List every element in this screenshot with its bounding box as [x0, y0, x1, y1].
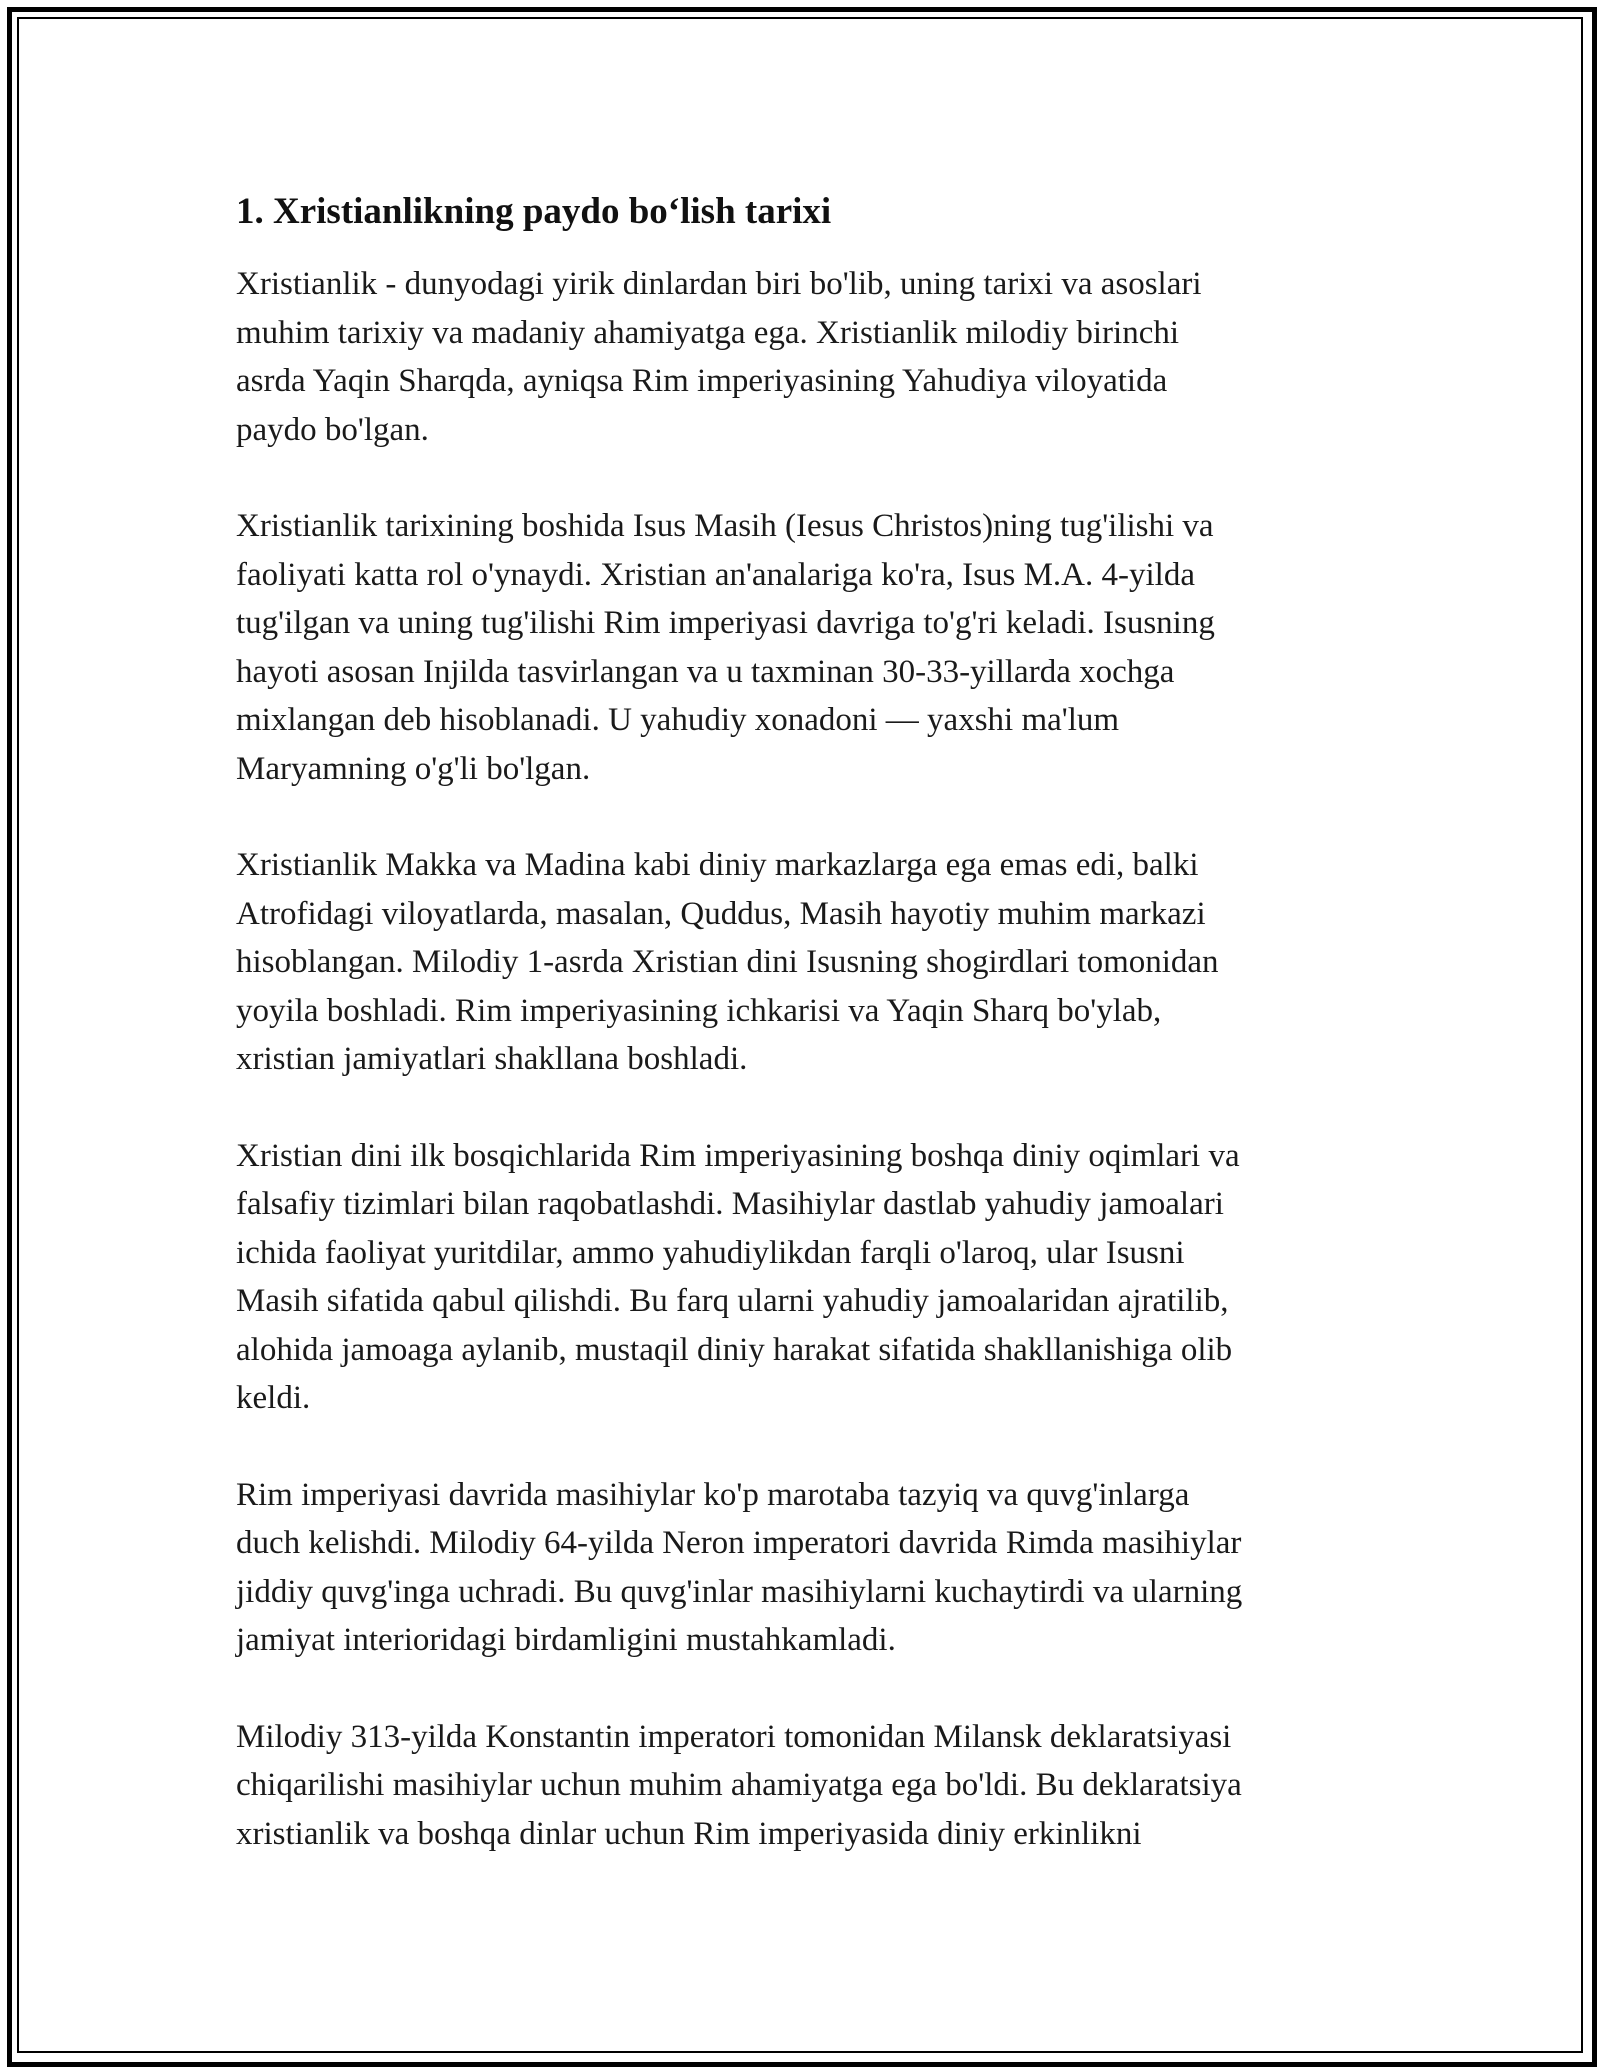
paragraph-3 — [236, 841, 1376, 1084]
paragraph-line: Milodiy 313-yilda Konstantin imperatori tomonidan Milansk deklaratsiyasi — [236, 1718, 1232, 1755]
paragraph-line: xristian jamiyatlari shakllana boshladi. — [236, 1041, 748, 1077]
paragraph-line: hayoti asosan Injilda tasvirlangan va u taxminan 30-33-yillarda xochga — [236, 653, 1175, 690]
paragraph-line: keldi. — [236, 1380, 311, 1416]
paragraph-line: muhim tarixiy va madaniy ahamiyatga ega. Xristianlik milodiy birinchi — [236, 314, 1180, 351]
paragraph-line: asrda Yaqin Sharqda, ayniqsa Rim imperiyasining Yahudiya viloyatida — [236, 363, 1168, 399]
paragraph-line: yoyila boshladi. Rim imperiyasining ichkarisi va Yaqin Sharq bo'ylab, — [236, 992, 1162, 1029]
paragraph-line: Rim imperiyasi davrida masihiylar ko'p marotaba tazyiq va quvg'inlarga — [236, 1476, 1190, 1513]
paragraph-line: paydo bo'lgan. — [236, 411, 429, 448]
paragraph-line: Xristianlik - dunyodagi yirik dinlardan biri bo'lib, uning tarixi va asoslari — [236, 266, 1202, 302]
paragraph-line: Xristianlik Makka va Madina kabi diniy markazlarga ega emas edi, balki — [236, 847, 1199, 883]
paragraph-line: Xristian dini ilk bosqichlarida Rim imperiyasining boshqa diniy oqimlari va — [236, 1137, 1240, 1174]
paragraph-line: Maryamning o'g'li bo'lgan. — [236, 750, 591, 787]
paragraph-line: Xristianlik tarixining boshida Isus Masih (Iesus Christos)ning tug'ilishi va — [236, 508, 1214, 544]
paragraph-line: jamiyat interioridagi birdamligini mustahkamladi. — [236, 1622, 896, 1658]
paragraph-line: jiddiy quvg'inga uchradi. Bu quvg'inlar masihiylarni kuchaytirdi va ularning — [236, 1573, 1243, 1610]
paragraph-line: hisoblangan. Milodiy 1-asrda Xristian dini Isusning shogirdlari tomonidan — [236, 944, 1219, 980]
paragraph-line: ichida faoliyat yuritdilar, ammo yahudiylikdan farqli o'laroq, ular Isusni — [236, 1234, 1185, 1271]
paragraph-6 — [236, 1713, 1376, 1859]
paragraph-2 — [236, 502, 1376, 793]
paragraph-line: Masih sifatida qabul qilishdi. Bu farq ularni yahudiy jamoalaridan ajratilib, — [236, 1283, 1229, 1319]
paragraph-line: xristianlik va boshqa dinlar uchun Rim imperiyasida diniy erkinlikni — [236, 1815, 1142, 1852]
paragraph-line: chiqarilishi masihiylar uchun muhim ahamiyatga ega bo'ldi. Bu deklaratsiya — [236, 1767, 1242, 1803]
section-heading: 1. Xristianlikning paydo bo‘lish tarixi — [236, 191, 832, 232]
document-body — [236, 190, 1376, 1906]
paragraph-line: mixlangan deb hisoblanadi. U yahudiy xonadoni — yaxshi ma'lum — [236, 702, 1120, 738]
paragraph-line: tug'ilgan va uning tug'ilishi Rim imperiyasi davriga to'g'ri keladi. Isusning — [236, 605, 1215, 641]
paragraph-4 — [236, 1132, 1376, 1423]
paragraph-5 — [236, 1471, 1376, 1665]
paragraph-line: falsafiy tizimlari bilan raqobatlashdi. Masihiylar dastlab yahudiy jamoalari — [236, 1186, 1224, 1222]
paragraph-line: duch kelishdi. Milodiy 64-yilda Neron imperatori davrida Rimda masihiylar — [236, 1525, 1242, 1561]
paragraph-line: Atrofidagi viloyatlarda, masalan, Quddus, Masih hayotiy muhim markazi — [236, 895, 1206, 932]
paragraph-1 — [236, 260, 1376, 454]
paragraph-line: alohida jamoaga aylanib, mustaqil diniy harakat sifatida shakllanishiga olib — [236, 1331, 1233, 1368]
paragraph-line: faoliyati katta rol o'ynaydi. Xristian an'analariga ko'ra, Isus M.A. 4-yilda — [236, 556, 1195, 593]
